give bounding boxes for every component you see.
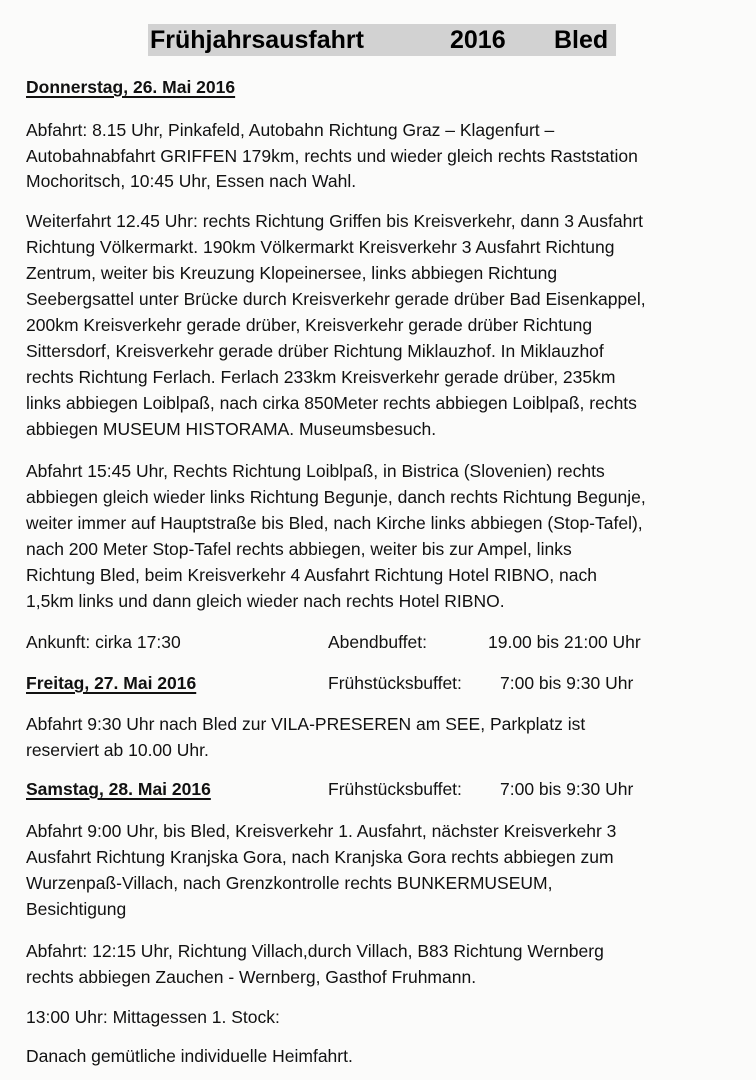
title-main: Frühjahrsausfahrt <box>150 26 364 54</box>
text-line: weiter immer auf Hauptstraße bis Bled, nach Kirche links abbiegen (Stop-Tafel), <box>26 513 643 533</box>
text-line: Weiterfahrt 12.45 Uhr: rechts Richtung Griffen bis Kreisverkehr, dann 3 Ausfahrt <box>26 211 644 231</box>
day-heading-saturday: Samstag, 28. Mai 2016 <box>26 779 211 799</box>
dinner-label: Abendbuffet: <box>328 632 427 652</box>
closing-line: Danach gemütliche individuelle Heimfahrt. <box>26 1046 353 1066</box>
text-line: links abbiegen Loiblpaß, nach cirka 850Meter rechts abbiegen Loiblpaß, rechts <box>26 393 637 413</box>
title-year: 2016 <box>450 26 506 54</box>
text-line: Wurzenpaß-Villach, nach Grenzkontrolle rechts BUNKERMUSEUM, <box>26 873 553 893</box>
arrival-time: Ankunft: cirka 17:30 <box>26 632 181 652</box>
day-heading-friday: Freitag, 27. Mai 2016 <box>26 673 197 693</box>
breakfast-label: Frühstücksbuffet: <box>328 673 462 693</box>
lunch-line: 13:00 Uhr: Mittagessen 1. Stock: <box>26 1007 280 1027</box>
text-line: Seebergsattel unter Brücke durch Kreisverkehr gerade drüber Bad Eisenkappel, <box>26 289 646 309</box>
text-line: abbiegen MUSEUM HISTORAMA. Museumsbesuch. <box>26 419 437 439</box>
breakfast-time: 7:00 bis 9:30 Uhr <box>500 673 634 693</box>
text-line: Abfahrt 9:00 Uhr, bis Bled, Kreisverkehr 1. Ausfahrt, nächster Kreisverkehr 3 <box>26 821 617 841</box>
title-bar <box>148 24 616 56</box>
text-line: nach 200 Meter Stop-Tafel rechts abbiegen, weiter bis zur Ampel, links <box>26 539 572 559</box>
text-line: Zentrum, weiter bis Kreuzung Klopeinersee, links abbiegen Richtung <box>26 263 558 283</box>
text-line: Besichtigung <box>26 899 127 919</box>
text-line: Abfahrt 9:30 Uhr nach Bled zur VILA-PRESEREN am SEE, Parkplatz ist <box>26 714 586 734</box>
text-line: Sittersdorf, Kreisverkehr gerade drüber Richtung Miklauzhof. In Miklauzhof <box>26 341 604 361</box>
text-line: reserviert ab 10.00 Uhr. <box>26 740 209 760</box>
text-line: Ausfahrt Richtung Kranjska Gora, nach Kranjska Gora rechts abbiegen zum <box>26 847 614 867</box>
text-line: Richtung Bled, beim Kreisverkehr 4 Ausfahrt Richtung Hotel RIBNO, nach <box>26 565 597 585</box>
dinner-time: 19.00 bis 21:00 Uhr <box>488 632 641 652</box>
text-line: Richtung Völkermarkt. 190km Völkermarkt Kreisverkehr 3 Ausfahrt Richtung <box>26 237 615 257</box>
title-place: Bled <box>554 26 609 54</box>
breakfast-time: 7:00 bis 9:30 Uhr <box>500 779 634 799</box>
text-line: rechts abbiegen Zauchen - Wernberg, Gasthof Fruhmann. <box>26 967 477 987</box>
text-line: 200km Kreisverkehr gerade drüber, Kreisverkehr gerade drüber Richtung <box>26 315 593 335</box>
day-heading-thursday: Donnerstag, 26. Mai 2016 <box>26 77 236 97</box>
text-line: abbiegen gleich wieder links Richtung Begunje, danch rechts Richtung Begunje, <box>26 487 646 507</box>
text-line: 1,5km links und dann gleich wieder nach rechts Hotel RIBNO. <box>26 591 505 611</box>
text-line: Abfahrt: 8.15 Uhr, Pinkafeld, Autobahn Richtung Graz – Klagenfurt – <box>26 120 555 140</box>
text-line: Mochoritsch, 10:45 Uhr, Essen nach Wahl. <box>26 171 357 191</box>
text-line: Abfahrt: 12:15 Uhr, Richtung Villach,durch Villach, B83 Richtung Wernberg <box>26 941 604 961</box>
text-line: rechts Richtung Ferlach. Ferlach 233km Kreisverkehr gerade drüber, 235km <box>26 367 616 387</box>
breakfast-label: Frühstücksbuffet: <box>328 779 462 799</box>
text-line: Abfahrt 15:45 Uhr, Rechts Richtung Loiblpaß, in Bistrica (Slovenien) rechts <box>26 461 605 481</box>
text-line: Autobahnabfahrt GRIFFEN 179km, rechts und wieder gleich rechts Raststation <box>26 146 638 166</box>
